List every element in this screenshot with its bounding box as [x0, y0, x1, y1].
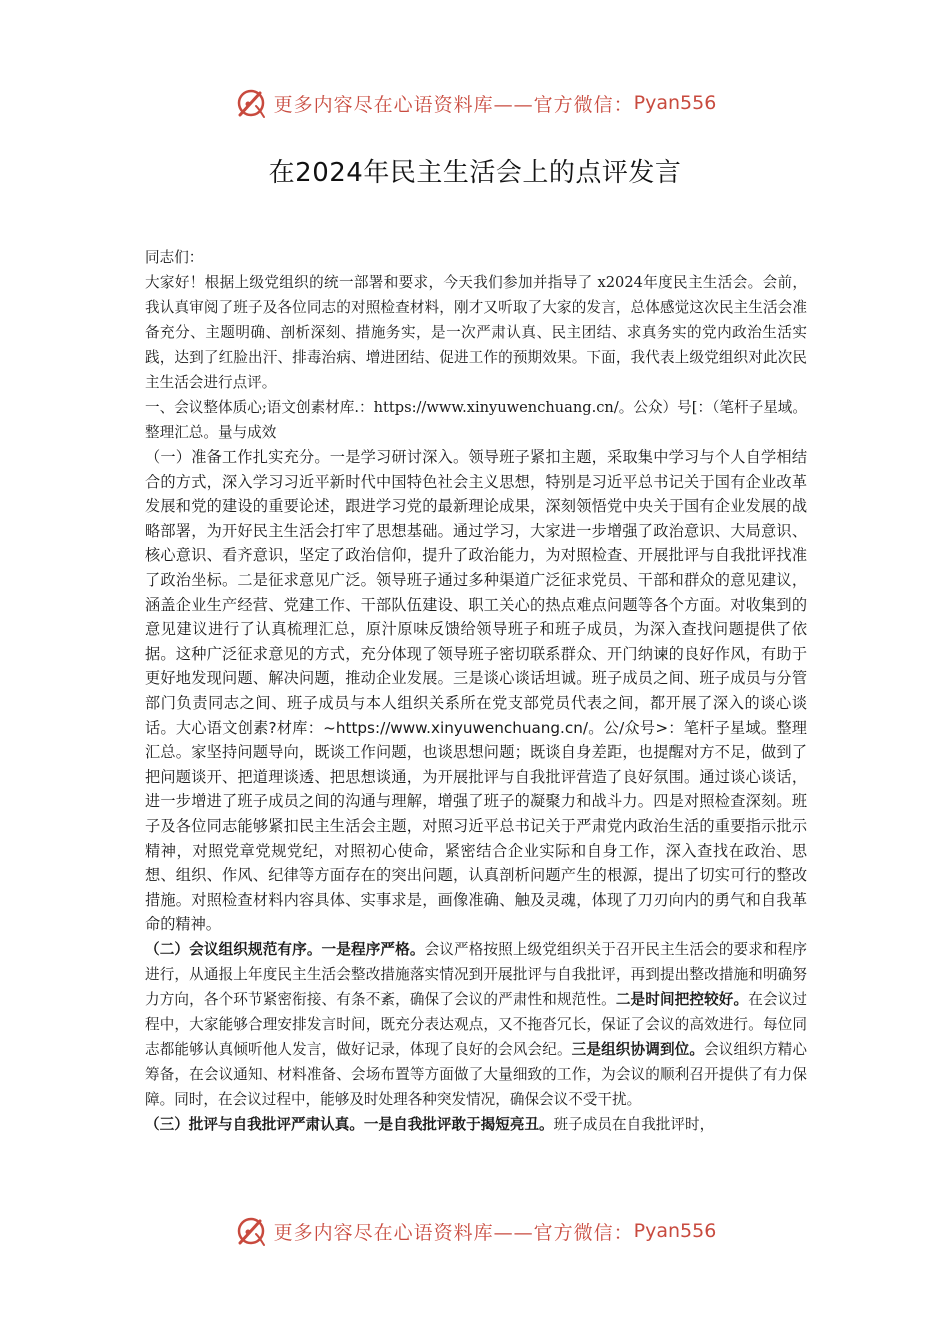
- section-1-paragraph-3: [145, 1112, 807, 1137]
- document-body: [145, 245, 807, 1137]
- subheading-time-control: 二是时间把控较好。: [615, 990, 749, 1008]
- brush-logo-icon: [234, 1214, 268, 1248]
- header-watermark-banner: [0, 83, 950, 123]
- intro-paragraph: 大家好！根据上级党组织的统一部署和要求，今天我们参加并指导了 x2024年度民主生活会。会前，我认真审阅了班子及各位同志的对照检查材料，刚才又听取了大家的发言，总体感觉这次民主生活会准备充分、主题明确、剖析深刻、措施务实，是一次严肃认真、民主团结、求真务实的党内政治生活实践，达到了红脸出汗、排毒治病、增进团结、促进工作的预期效果。下面，我代表上级党组织对此次民主生活会进行点评。: [145, 274, 807, 391]
- banner-text: 更多内容尽在心语资料库——官方微信：: [273, 93, 634, 116]
- salutation: 同志们：: [145, 249, 204, 266]
- section-1-paragraph-1: （一）准备工作扎实充分。一是学习研讨深入。领导班子紧扣主题，采取集中学习与个人自学相结合的方式，深入学习习近平新时代中国特色社会主义思想，特别是习近平总书记关于国有企业改革发展和党的建设的重要论述，跟进学习党的最新理论成果，深刻领悟党中央关于国有企业发展的战略部署，为开好民主生活会打牢了思想基础。通过学习，大家进一步增强了政治意识、大局意识、核心意识、看齐意识，坚定了政治信仰，提升了政治能力，为对照检查、开展批评与自我批评找准了政治坐标。二是征求意见广泛。领导班子通过多种渠道广泛征求党员、干部和群众的意见建议，涵盖企业生产经营、党建工作、干部队伍建设、职工关心的热点难点问题等各个方面。对收集到的意见建议进行了认真梳理汇总，原汁原味反馈给领导班子和班子成员，为深入查找问题提供了依据。这种广泛征求意见的方式，充分体现了领导班子密切联系群众、开门纳谏的良好作风，有助于更好地发现问题、解决问题，推动企业发展。三是谈心谈话坦诚。班子成员之间、班子成员与分管部门负责同志之间、班子成员与本人组织关系所在党支部党员代表之间，都开展了深入的谈心谈话。大心语文创素?材库：~https://www.xinyuwenchuang.cn/。公/众号>：笔杆子星域。整理汇总。家坚持问题导向，既谈工作问题，也谈思想问题；既谈自身差距，也提醒对方不足，做到了把问题谈开、把道理谈透、把思想谈通，为开展批评与自我批评营造了良好氛围。通过谈心谈话，进一步增进了班子成员之间的沟通与理解，增强了班子的凝聚力和战斗力。四是对照检查深刻。班子及各位同志能够紧扣民主生活会主题，对照习近平总书记关于严肃党内政治生活的重要指示批示精神，对照党章党规党纪，对照初心使命，紧密结合企业实际和自身工作，深入查找在政治、思想、组织、作风、纪律等方面存在的突出问题，认真剖析问题产生的根源，提出了切实可行的整改措施。对照检查材料内容具体、实事求是，画像准确、触及灵魂，体现了刀刃向内的勇气和自我革命的精神。: [145, 448, 807, 934]
- section-1-paragraph-2: [145, 937, 807, 1112]
- banner-wechat-id: Pyan556: [633, 92, 717, 114]
- document-title: 在2024年民主生活会上的点评发言: [268, 158, 682, 188]
- text-organization: 会议严格按照上级党组织关于召开民主生活会的要求和程序进行，从通报上年度民主生活会整改措施落实情况到开展批评与自我批评，再到提出整改措施和明确努力方向，各个环节紧密衔接、有条不紊，确保了会议的严肃性和规范性。: [145, 940, 807, 1008]
- subheading-criticism: （三）批评与自我批评严肃认真。一是自我批评敢于揭短亮丑。: [145, 1115, 554, 1133]
- text-time-control: 在会议过程中，大家能够合理安排发言时间，既充分表达观点，又不拖沓冗长，保证了会议的高效进行。每位同志都能够认真倾听他人发言，做好记录，体现了良好的会风会纪。: [145, 990, 807, 1058]
- section-1-heading: 一、会议整体质心;语文创素材库.：https://www.xinyuwenchuang.cn/。公众）号[：（笔杆子星域。整理汇总。量与成效: [145, 399, 807, 441]
- brush-logo-icon: [234, 86, 268, 120]
- banner-wechat-id: Pyan556: [633, 1220, 717, 1242]
- text-criticism: 班子成员在自我批评时，: [553, 1115, 715, 1133]
- subheading-coordination: 三是组织协调到位。: [571, 1040, 705, 1058]
- banner-text: 更多内容尽在心语资料库——官方微信：: [273, 1221, 634, 1244]
- subheading-organization: （二）会议组织规范有序。一是程序严格。: [145, 940, 425, 958]
- text-coordination: 会议组织方精心筹备，在会议通知、材料准备、会场布置等方面做了大量细致的工作，为会议的顺利召开提供了有力保障。同时，在会议过程中，能够及时处理各种突发情况，确保会议不受干扰。: [145, 1040, 807, 1108]
- footer-watermark-banner: [0, 1211, 950, 1251]
